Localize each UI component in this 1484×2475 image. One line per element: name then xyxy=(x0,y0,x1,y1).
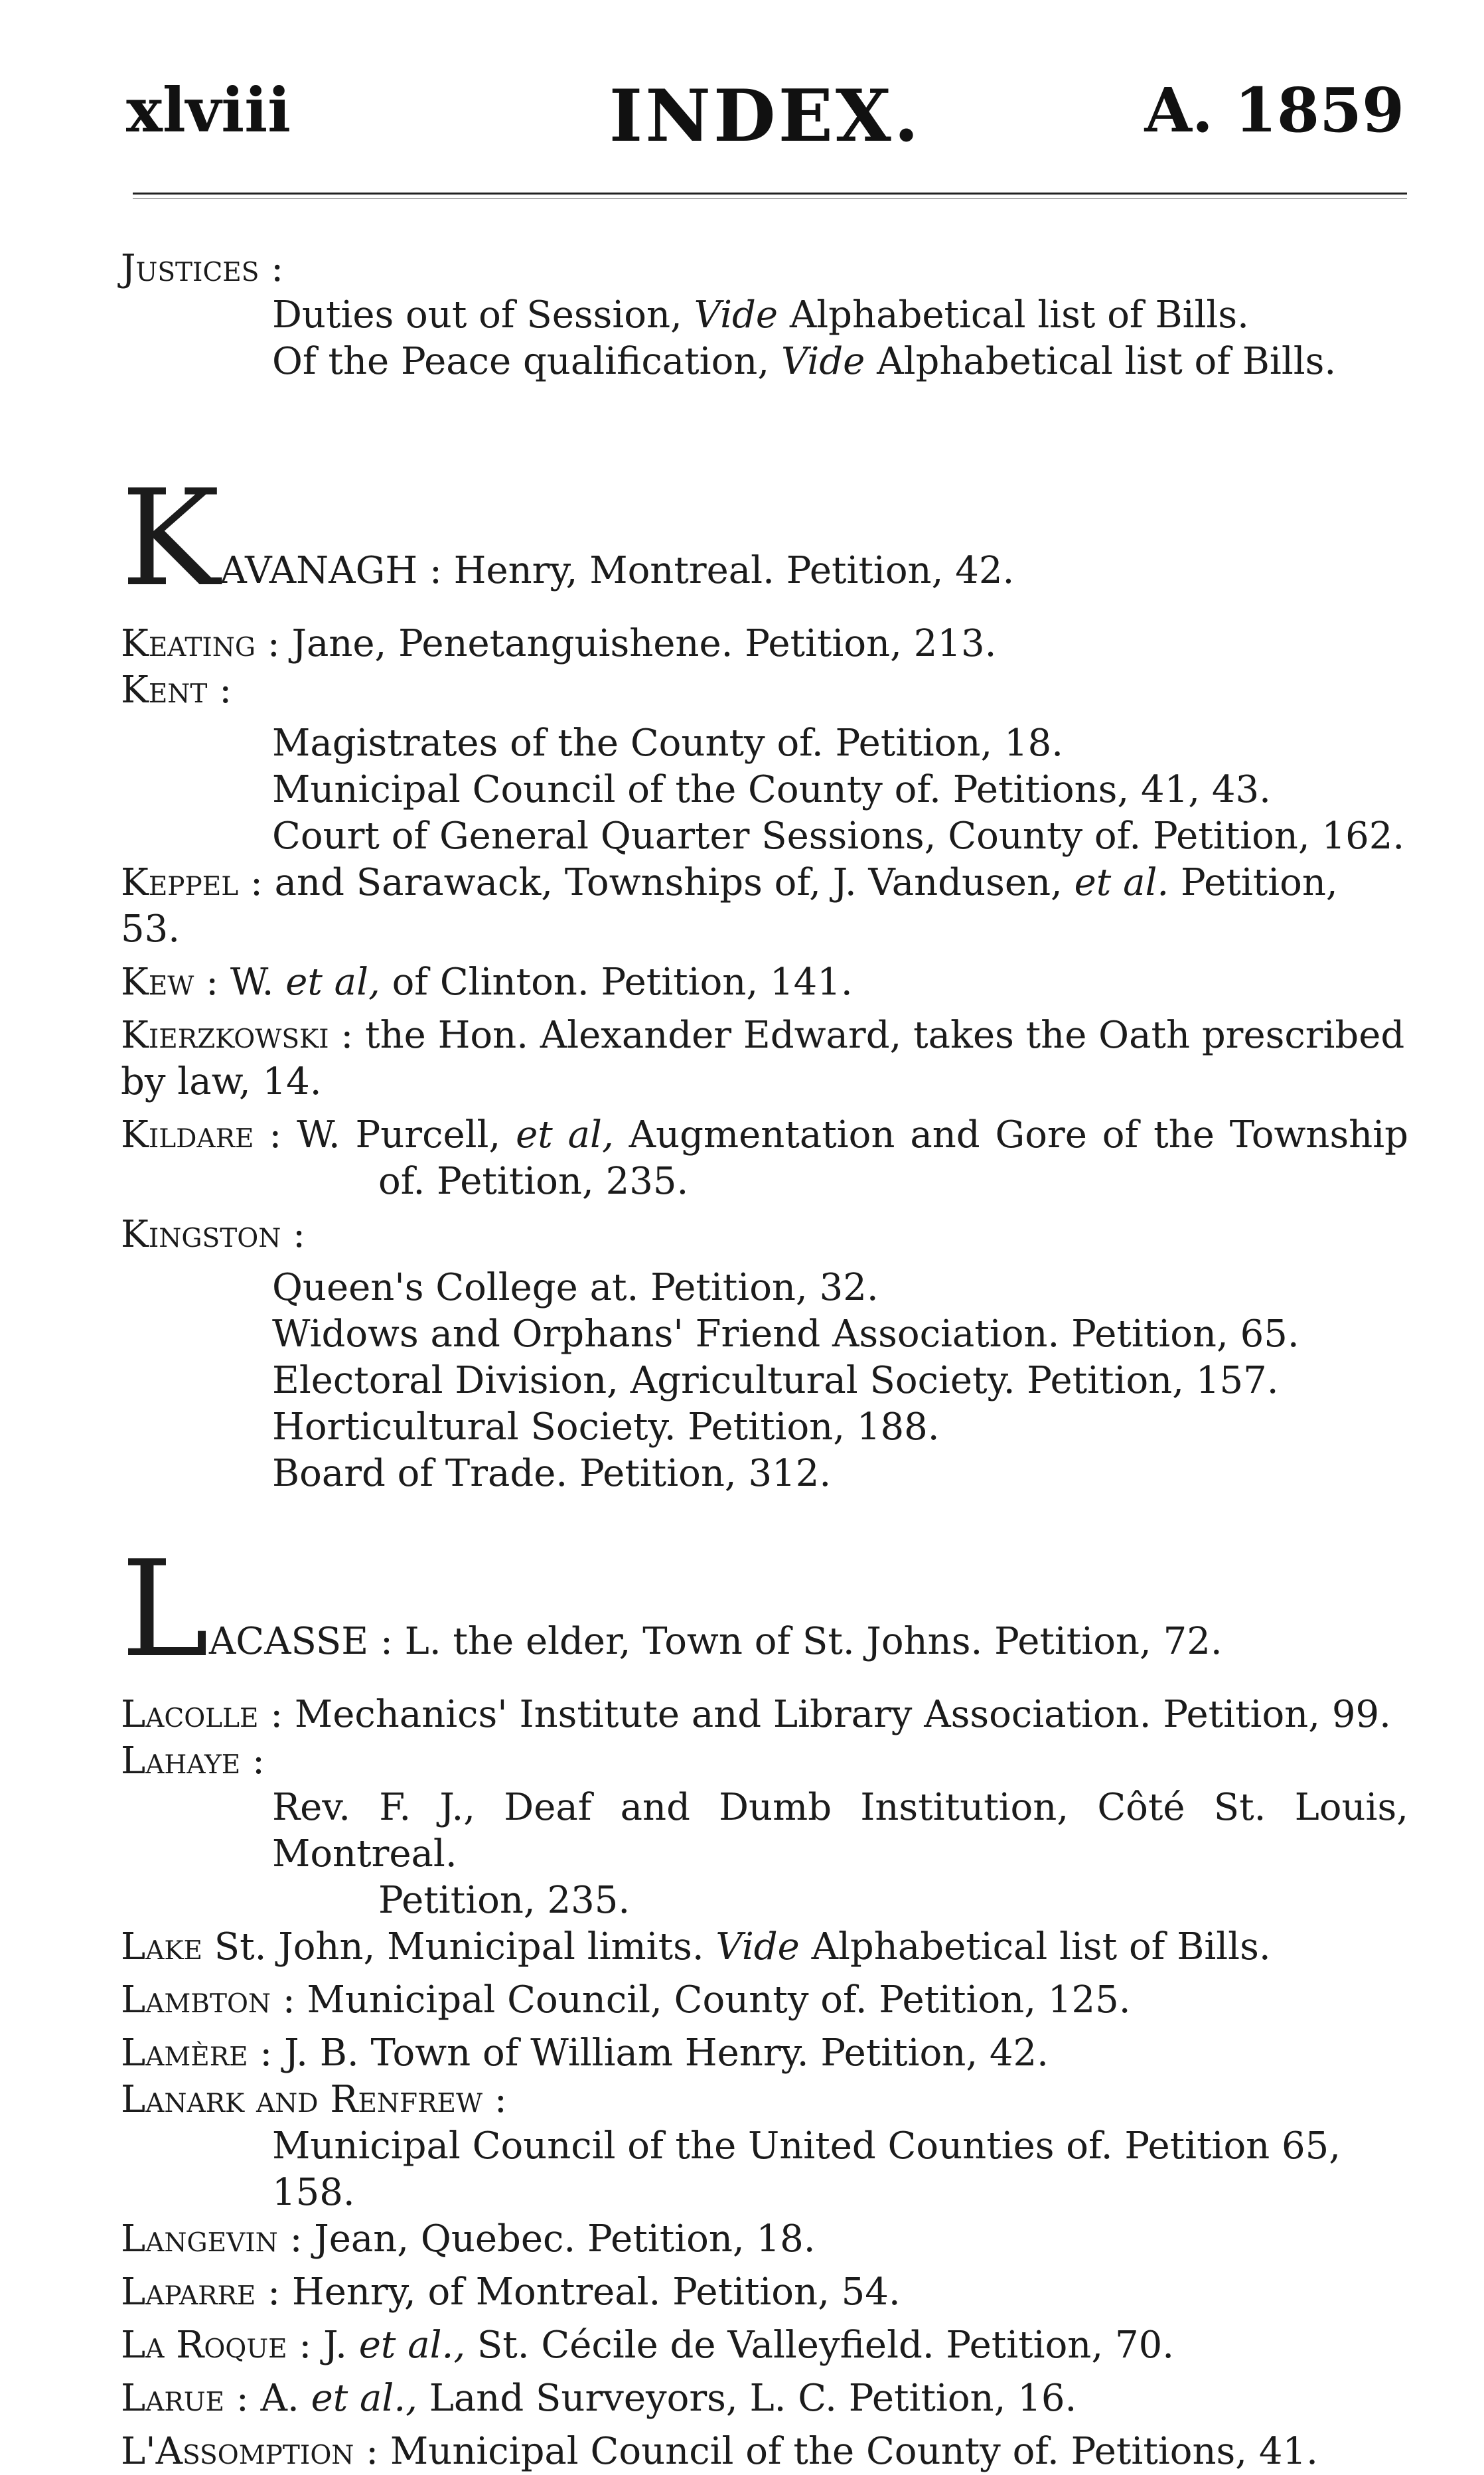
index-entry-kavanagh: KAVANAGH : Henry, Montreal. Petition, 42. xyxy=(121,461,1015,616)
index-entry-lacasse: LACASSE : L. the elder, Town of St. Johns. Petition, 72. xyxy=(121,1532,1223,1687)
index-entry-lake: Lake St. John, Municipal limits. Vide Alphabetical list of Bills. xyxy=(121,1925,1271,1968)
header-rule xyxy=(133,193,1407,199)
subentry: Of the Peace qualification, Vide Alphabetical list of Bills. xyxy=(272,340,1337,383)
index-entry-keating: Keating : Jane, Penetanguishene. Petition, 213. xyxy=(121,622,997,665)
section-initial-k: K xyxy=(121,461,220,616)
index-entry-lacolle: Lacolle : Mechanics' Institute and Library Association. Petition, 99. xyxy=(121,1693,1391,1736)
index-entry-lahaye: Lahaye : Rev. F. J., Deaf and Dumb Institution, Côté St. Louis, Montreal. Petition, 235. xyxy=(121,1738,1408,1924)
index-entry-lamere: Lamère : J. B. Town of William Henry. Petition, 42. xyxy=(121,2032,1049,2075)
index-entry-langevin: Langevin : Jean, Quebec. Petition, 18. xyxy=(121,2217,816,2261)
subentry: Rev. F. J., Deaf and Dumb Institution, Côté St. Louis, Montreal. xyxy=(272,1786,1408,1876)
subentry: Court of General Quarter Sessions, County of. Petition, 162. xyxy=(272,815,1405,858)
index-entry-kent: Kent : Magistrates of the County of. Petition, 18. Municipal Council of the County of. Petitions, 41, 43. Court of General Quarter Sessions, County of. Petition, 162. xyxy=(121,667,1408,860)
subentry: Queen's College at. Petition, 32. xyxy=(272,1266,879,1309)
subentry: Electoral Division, Agricultural Society. Petition, 157. xyxy=(272,1359,1279,1402)
index-entry-lanark: Lanark and Renfrew : Municipal Council of the United Counties of. Petition 65, 158. xyxy=(121,2077,1408,2216)
index-entry-kierzkowski: Kierzkowski : the Hon. Alexander Edward, takes the Oath prescribed by law, 14. xyxy=(121,1014,1405,1103)
subentry: Magistrates of the County of. Petition, 18. xyxy=(272,722,1064,765)
entry-key: Justices : xyxy=(121,247,284,290)
subentry: Horticultural Society. Petition, 188. xyxy=(272,1405,940,1449)
index-entry-larue: Larue : A. et al., Land Surveyors, L. C. Petition, 16. xyxy=(121,2377,1077,2420)
subentry-continuation: Petition, 235. xyxy=(378,1879,631,1922)
index-entry-lassomption: L'Assomption : Municipal Council of the County of. Petitions, 41. xyxy=(121,2430,1318,2473)
index-entry-kildare: Kildare : W. Purcell, et al, Augmentation and Gore of the Township of. Petition, 235. xyxy=(121,1113,1409,1203)
subentry: Municipal Council of the United Counties of. Petition 65, 158. xyxy=(272,2124,1341,2214)
index-entry-justices xyxy=(121,246,1408,385)
page-number: xlviii xyxy=(126,74,291,146)
entry-key: ACASSE xyxy=(208,1620,369,1663)
index-entry-kew: Kew : W. et al, of Clinton. Petition, 141. xyxy=(121,961,853,1004)
page-title: INDEX. xyxy=(609,74,922,158)
subentry: Board of Trade. Petition, 312. xyxy=(272,1452,832,1495)
index-entry-laparre: Laparre : Henry, of Montreal. Petition, 54. xyxy=(121,2271,901,2314)
subentry: Municipal Council of the County of. Petitions, 41, 43. xyxy=(272,768,1271,811)
index-entry-keppel: Keppel : and Sarawack, Townships of, J. Vandusen, et al. Petition, 53. xyxy=(121,861,1338,951)
index-body xyxy=(121,246,1408,2475)
page-year: A. 1859 xyxy=(1144,74,1404,146)
subentry: Widows and Orphans' Friend Association. Petition, 65. xyxy=(272,1313,1299,1356)
index-entry-kingston: Kingston : Queen's College at. Petition, 32. Widows and Orphans' Friend Association. Petition, 65. Electoral Division, Agricultural Society. Petition, 157. Horticultural Society. Petition, 188. Board of Trade. Petition, 312. xyxy=(121,1212,1408,1497)
entry-key: AVANAGH xyxy=(220,549,418,592)
subentry: Duties out of Session, Vide Alphabetical list of Bills. xyxy=(272,293,1249,337)
index-entry-laroque: La Roque : J. et al., St. Cécile de Valleyfield. Petition, 70. xyxy=(121,2324,1175,2367)
page-header xyxy=(126,74,1404,167)
index-entry-lambton: Lambton : Municipal Council, County of. Petition, 125. xyxy=(121,1978,1131,2022)
section-initial-l: L xyxy=(121,1532,209,1687)
